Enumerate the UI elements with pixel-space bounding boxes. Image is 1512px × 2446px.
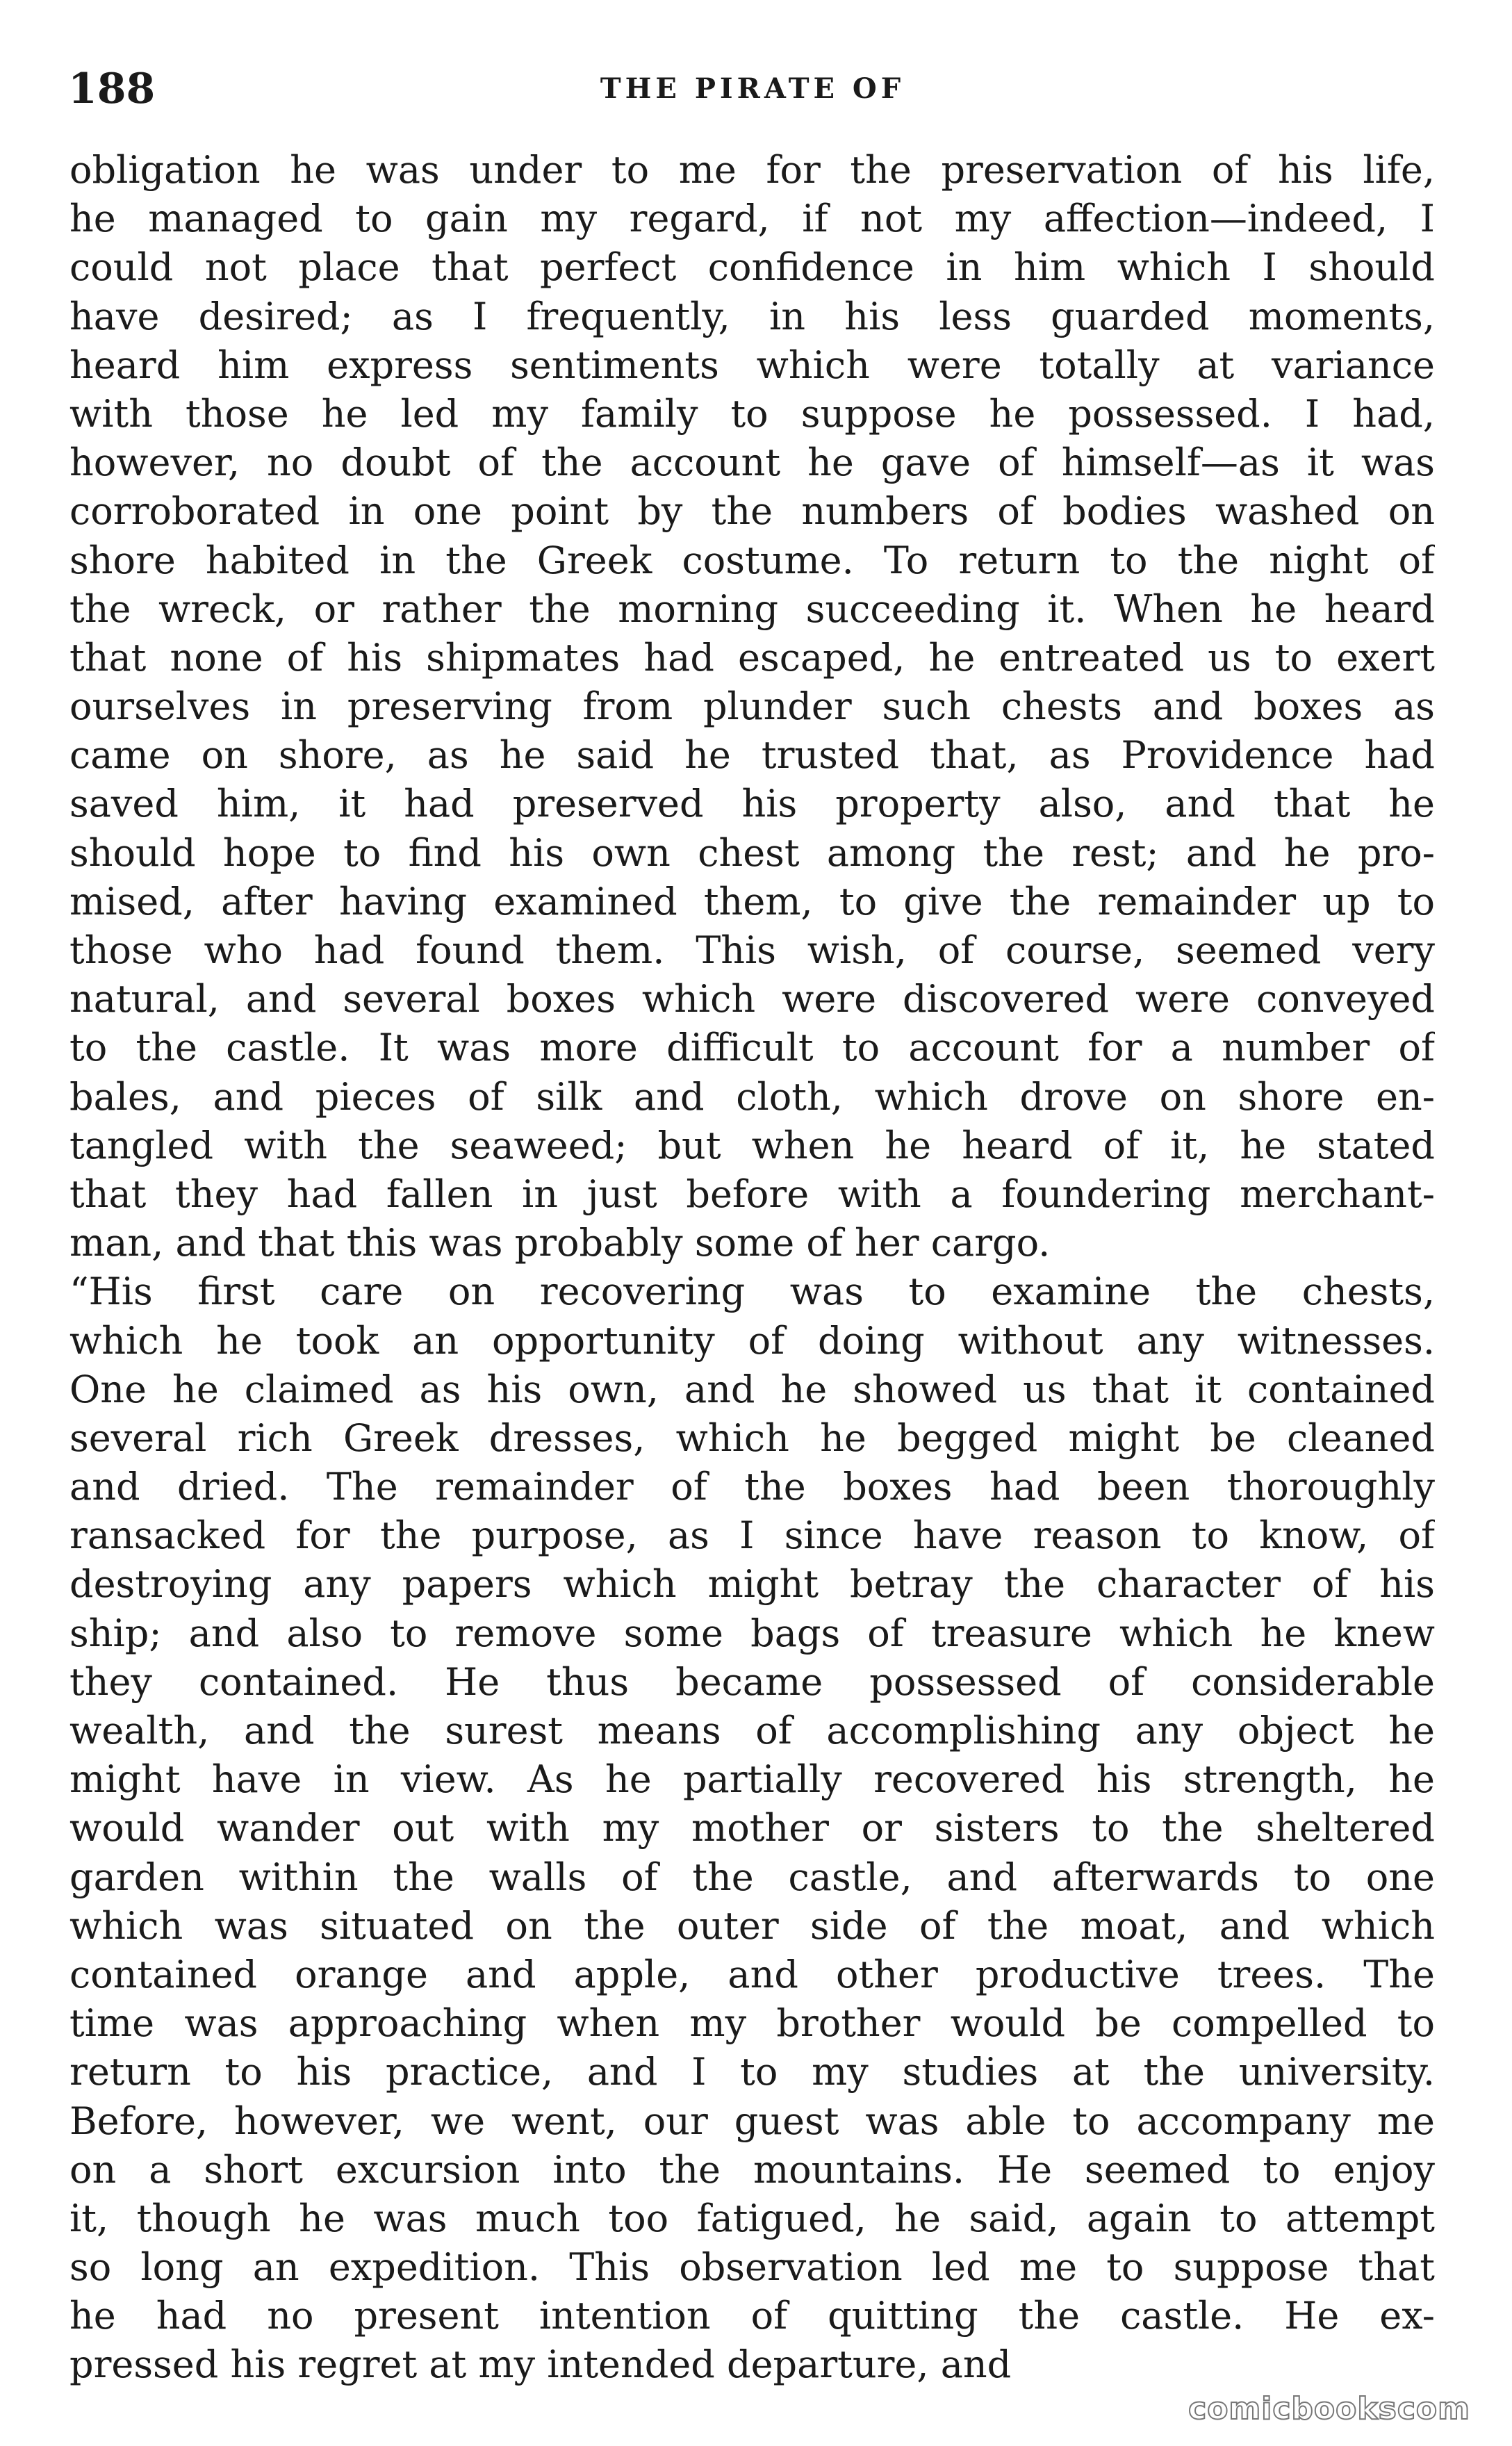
text-line: they contained. He thus became possessed of considerable — [69, 1659, 1435, 1704]
text-line: natural, and several boxes which were discovered were conveyed — [69, 977, 1435, 1021]
text-line: bales, and pieces of silk and cloth, which drove on shore en- — [69, 1074, 1435, 1119]
text-line: tangled with the seaweed; but when he heard of it, he stated — [69, 1123, 1435, 1167]
text-line: would wander out with my mother or sisters to the sheltered — [69, 1806, 1435, 1850]
text-line: and dried. The remainder of the boxes had been thoroughly — [69, 1465, 1435, 1509]
text-line: so long an expedition. This observation led me to suppose that — [69, 2245, 1435, 2290]
text-line: pressed his regret at my intended departure, and — [69, 2342, 1012, 2387]
text-line: the wreck, or rather the morning succeeding it. When he heard — [69, 586, 1435, 631]
text-line: have desired; as I frequently, in his less guarded moments, — [69, 294, 1435, 338]
text-line: corroborated in one point by the numbers of bodies washed on — [69, 489, 1435, 534]
text-line: “His first care on recovering was to examine the chests, — [69, 1270, 1435, 1314]
text-line: several rich Greek dresses, which he begged might be cleaned — [69, 1415, 1435, 1460]
text-line: garden within the walls of the castle, and afterwards to one — [69, 1855, 1435, 1899]
text-line: that none of his shipmates had escaped, he entreated us to exert — [69, 635, 1435, 680]
text-line: that they had fallen in just before with a foundering merchant- — [69, 1172, 1435, 1216]
text-line: might have in view. As he partially recovered his strength, he — [69, 1757, 1435, 1802]
text-line: return to his practice, and I to my studies at the university. — [69, 2050, 1435, 2094]
text-line: obligation he was under to me for the preservation of his life, — [69, 148, 1435, 192]
text-line: should hope to find his own chest among the rest; and he pro- — [69, 830, 1435, 875]
text-line: could not place that perfect confidence in him which I should — [69, 245, 1435, 290]
text-line: destroying any papers which might betray the character of his — [69, 1562, 1435, 1607]
text-line: One he claimed as his own, and he showed us that it contained — [69, 1367, 1435, 1411]
text-line: with those he led my family to suppose he possessed. I had, — [69, 391, 1435, 436]
text-line: shore habited in the Greek costume. To return to the night of — [69, 538, 1435, 582]
text-line: contained orange and apple, and other productive trees. The — [69, 1952, 1435, 1996]
text-line: he had no present intention of quitting the castle. He ex- — [69, 2294, 1435, 2338]
text-line: wealth, and the surest means of accomplishing any object he — [69, 1709, 1435, 1753]
text-line: time was approaching when my brother would be compelled to — [69, 2001, 1435, 2046]
text-line: heard him express sentiments which were totally at variance — [69, 343, 1435, 387]
watermark: comicbookscom — [1188, 2391, 1470, 2427]
text-line: to the castle. It was more difficult to account for a number of — [69, 1026, 1435, 1070]
text-line: man, and that this was probably some of her cargo. — [69, 1221, 1051, 1265]
page-number: 188 — [68, 65, 156, 113]
running-head — [68, 54, 1437, 124]
text-line: ship; and also to remove some bags of treasure which he knew — [69, 1611, 1435, 1655]
text-line: however, no doubt of the account he gave of himself—as it was — [69, 441, 1435, 485]
running-title: THE PIRATE OF — [600, 72, 905, 105]
text-line: saved him, it had preserved his property also, and that he — [69, 782, 1435, 826]
text-line: came on shore, as he said he trusted that, as Providence had — [69, 733, 1435, 778]
text-line: ourselves in preserving from plunder such chests and boxes as — [69, 684, 1435, 729]
text-line: which he took an opportunity of doing without any witnesses. — [69, 1318, 1435, 1363]
text-line: it, though he was much too fatigued, he said, again to attempt — [69, 2196, 1435, 2240]
text-line: mised, after having examined them, to give the remainder up to — [69, 879, 1435, 924]
text-line: which was situated on the outer side of the moat, and which — [69, 1903, 1435, 1948]
text-line: Before, however, we went, our guest was able to accompany me — [69, 2099, 1435, 2143]
text-line: on a short excursion into the mountains. He seemed to enjoy — [69, 2147, 1435, 2192]
body-text — [69, 146, 1435, 2390]
text-line: those who had found them. This wish, of course, seemed very — [69, 928, 1435, 972]
text-line: ransacked for the purpose, as I since have reason to know, of — [69, 1513, 1435, 1558]
text-line: he managed to gain my regard, if not my affection—indeed, I — [69, 197, 1435, 241]
